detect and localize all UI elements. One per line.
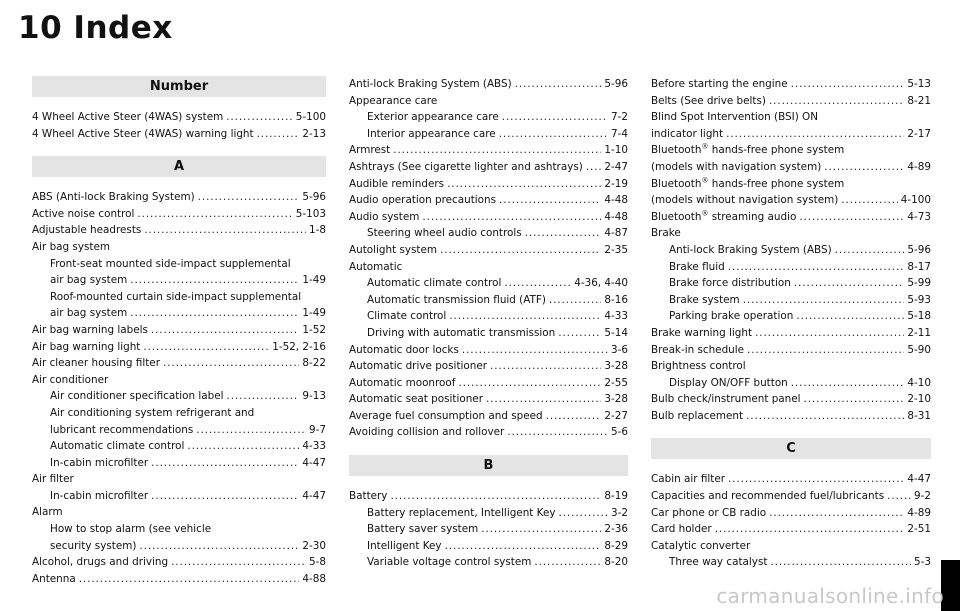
index-entry: indicator light . . . 2-17 <box>651 126 931 143</box>
index-heading: Brake <box>651 227 681 240</box>
index-entry: Capacities and recommended fuel/lubricants . . . 9-2 <box>651 488 931 505</box>
index-entry: Automatic moonroof . . . 2-55 <box>349 375 628 392</box>
index-subentry: In-cabin microfilter . . . 4-47 <box>32 488 326 505</box>
index-heading: Brightness control <box>651 360 746 373</box>
index-heading: Alarm <box>32 506 63 519</box>
index-entry: (models with navigation system) . . . 4-89 <box>651 159 931 176</box>
index-entry: Brake warning light . . . 2-11 <box>651 325 931 342</box>
index-subentry: air bag system . . . 1-49 <box>32 305 326 322</box>
index-subentry: Parking brake operation . . . 5-18 <box>651 308 931 325</box>
section-header-number: Number <box>32 76 326 97</box>
index-entry: Avoiding collision and rollover . . . 5-6 <box>349 424 628 441</box>
index-entry: Card holder . . . 2-51 <box>651 521 931 538</box>
index-subheading: How to stop alarm (see vehicle <box>50 523 212 536</box>
section-header-a: A <box>32 156 326 177</box>
index-entry: Automatic drive positioner . . . 3-28 <box>349 358 628 375</box>
index-subheading: Air conditioning system refrigerant and <box>50 406 255 419</box>
index-entry: Audible reminders . . . 2-19 <box>349 176 628 193</box>
index-subentry: Interior appearance care . . . 7-4 <box>349 126 628 143</box>
index-entry: Cabin air filter . . . 4-47 <box>651 471 931 488</box>
index-entry: Armrest . . . 1-10 <box>349 142 628 159</box>
index-entry: Antenna . . . 4-88 <box>32 571 326 588</box>
index-heading: Automatic <box>349 260 403 273</box>
index-subheading: Roof-mounted curtain side-impact supplemental <box>50 290 302 303</box>
index-subentry: Exterior appearance care . . . 7-2 <box>349 109 628 126</box>
index-subentry: Air conditioner specification label . . . 9-13 <box>32 388 326 405</box>
index-heading: Appearance care <box>349 94 438 107</box>
index-heading: Bluetooth® hands-free phone system <box>651 142 845 157</box>
index-subentry: Anti-lock Braking System (ABS) . . . 5-96 <box>651 242 931 259</box>
index-entry: Automatic door locks . . . 3-6 <box>349 342 628 359</box>
index-entry: Battery . . . 8-19 <box>349 488 628 505</box>
index-subentry: Brake fluid . . . 8-17 <box>651 259 931 276</box>
index-entry: Bluetooth® streaming audio . . . 4-73 <box>651 209 931 226</box>
index-entry: Air bag warning labels . . . 1-52 <box>32 322 326 339</box>
index-subentry: Battery saver system . . . 2-36 <box>349 521 628 538</box>
index-subentry: Variable voltage control system . . . 8-20 <box>349 554 628 571</box>
index-entry: Belts (See drive belts) . . . 8-21 <box>651 93 931 110</box>
index-entry: Anti-lock Braking System (ABS) . . . 5-96 <box>349 76 628 93</box>
index-subentry: Driving with automatic transmission . . . 5-14 <box>349 325 628 342</box>
index-entry: 4 Wheel Active Steer (4WAS) system . . . 5-100 <box>32 109 326 126</box>
index-entry: Automatic seat positioner . . . 3-28 <box>349 391 628 408</box>
index-entry: Before starting the engine . . . 5-13 <box>651 76 931 93</box>
index-entry: (models without navigation system) . . . 4-100 <box>651 192 931 209</box>
section-header-c: C <box>651 438 931 459</box>
section-header-b: B <box>349 455 628 476</box>
index-entry: Audio operation precautions . . . 4-48 <box>349 192 628 209</box>
index-entry: Air cleaner housing filter . . . 8-22 <box>32 355 326 372</box>
index-entry: 4 Wheel Active Steer (4WAS) warning light . . . 2-13 <box>32 126 326 143</box>
index-subentry: In-cabin microfilter . . . 4-47 <box>32 455 326 472</box>
page-title: 10 Index <box>18 10 173 46</box>
index-subentry: Display ON/OFF button . . . 4-10 <box>651 375 931 392</box>
index-entry: Air bag warning light . . . 1-52, 2-16 <box>32 339 326 356</box>
index-entry: Audio system . . . 4-48 <box>349 209 628 226</box>
index-entry: Bulb replacement . . . 8-31 <box>651 408 931 425</box>
index-entry: Average fuel consumption and speed . . . 2-27 <box>349 408 628 425</box>
index-entry: Car phone or CB radio . . . 4-89 <box>651 505 931 522</box>
index-subentry: Automatic climate control . . . 4-33 <box>32 438 326 455</box>
index-subentry: Automatic transmission fluid (ATF) . . . 8-16 <box>349 292 628 309</box>
index-entry: Break-in schedule . . . 5-90 <box>651 342 931 359</box>
index-subentry: Climate control . . . 4-33 <box>349 308 628 325</box>
index-subentry: air bag system . . . 1-49 <box>32 272 326 289</box>
index-subentry: Steering wheel audio controls . . . 4-87 <box>349 225 628 242</box>
index-entry: Active noise control . . . 5-103 <box>32 206 326 223</box>
index-subheading: Front-seat mounted side-impact supplemental <box>50 257 291 270</box>
index-entry: ABS (Anti-lock Braking System) . . . 5-96 <box>32 189 326 206</box>
index-subentry: Brake system . . . 5-93 <box>651 292 931 309</box>
index-subentry: Intelligent Key . . . 8-29 <box>349 538 628 555</box>
index-subentry: Automatic climate control . . . 4-36, 4-40 <box>349 275 628 292</box>
index-column-2 <box>349 76 628 571</box>
index-entry: Autolight system . . . 2-35 <box>349 242 628 259</box>
index-heading: Bluetooth® hands-free phone system <box>651 176 845 190</box>
index-entry: Ashtrays (See cigarette lighter and ashtrays) . . . 2-47 <box>349 159 628 176</box>
index-heading: Blind Spot Intervention (BSI) ON <box>651 111 819 124</box>
index-entry: Alcohol, drugs and driving . . . 5-8 <box>32 554 326 571</box>
index-entry: Bulb check/instrument panel . . . 2-10 <box>651 391 931 408</box>
index-subentry: Battery replacement, Intelligent Key . . . 3-2 <box>349 505 628 522</box>
index-column-3 <box>651 76 931 571</box>
watermark: carmanualsonline.info <box>716 584 944 608</box>
index-subentry: Three way catalyst . . . 5-3 <box>651 554 931 571</box>
index-subentry: lubricant recommendations . . . 9-7 <box>32 422 326 439</box>
index-subentry: security system) . . . 2-30 <box>32 538 326 555</box>
index-subentry: Brake force distribution . . . 5-99 <box>651 275 931 292</box>
index-heading: Air filter <box>32 473 74 486</box>
index-heading: Air conditioner <box>32 373 109 386</box>
index-heading: Air bag system <box>32 240 110 253</box>
index-column-1 <box>32 76 326 587</box>
index-entry: Adjustable headrests . . . 1-8 <box>32 222 326 239</box>
index-heading: Catalytic converter <box>651 539 751 552</box>
